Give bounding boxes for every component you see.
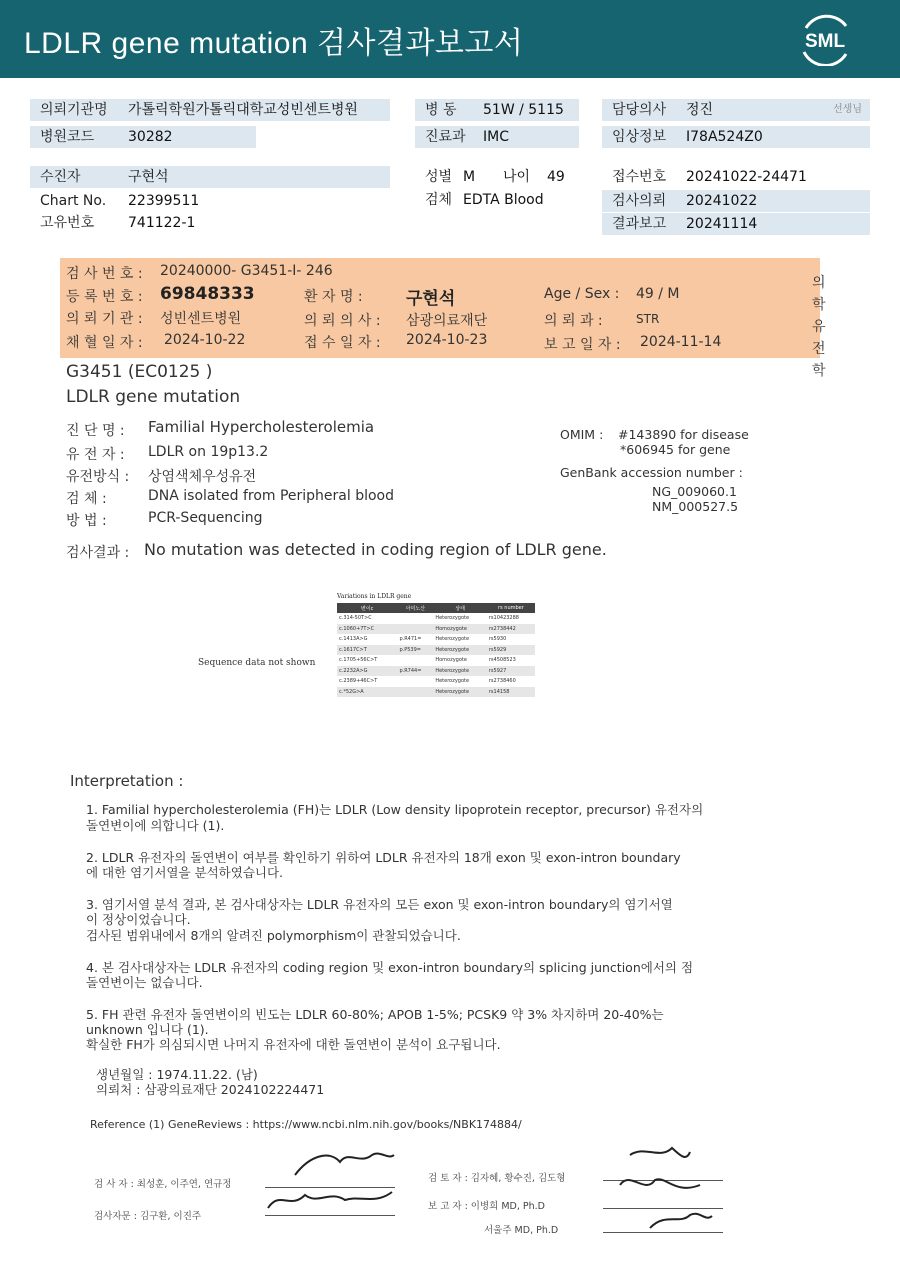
clinical-label: 임상정보: [612, 129, 667, 145]
reviewer-names: 검 토 자 : 김자혜, 황수진, 김도형: [428, 1173, 566, 1184]
institution-label: 의뢰기관명: [40, 102, 108, 118]
interp-line: 1. Familial hypercholesterolemia (FH)는 LDLR (Low density lipoprotein receptor, precursor) 유전자의: [86, 802, 704, 817]
doctor-row: [602, 99, 870, 121]
diag-label: 진 단 명 :: [66, 423, 125, 439]
band-age-sex-label: Age / Sex :: [544, 286, 620, 302]
gene-label: 유 전 자 :: [66, 447, 125, 463]
interp-line: 확실한 FH가 의심되시면 나머지 유전자에 대한 돌연변이 분석이 요구됩니다.: [86, 1037, 501, 1052]
table-row: c.1413A>G p.R471= Heterozygote rs5930: [339, 636, 507, 643]
age-label: 나이: [503, 169, 531, 185]
uid-label: 고유번호: [40, 215, 95, 231]
signature-line: [603, 1208, 723, 1209]
interp-line: 2. LDLR 유전자의 돌연변이 여부를 확인하기 위하여 LDLR 유전자의 18개 exon 및 exon-intron boundary: [86, 850, 681, 865]
inherit-label: 유전방식 :: [66, 469, 130, 485]
interp-line: 3. 염기서열 분석 결과, 본 검사대상자는 LDLR 유전자의 모든 exon 및 exon-intron boundary의 염기서열: [86, 897, 673, 912]
band-test-no: 20240000- G3451-I- 246: [160, 263, 333, 279]
request-value: 20241022: [686, 193, 758, 209]
report-date-label: 결과보고: [612, 216, 667, 232]
interp-line: unknown 입니다 (1).: [86, 1022, 209, 1037]
patient-row: [30, 166, 390, 188]
receipt-row: [602, 166, 870, 188]
tester-names: 검 사 자 : 최성훈, 이주연, 연규정: [94, 1179, 232, 1190]
signature-line: [265, 1187, 395, 1188]
dept-value: IMC: [483, 129, 509, 145]
request-label: 검사의뢰: [612, 193, 667, 209]
sml-logo: [796, 12, 854, 66]
gene-value: LDLR on 19p13.2: [148, 444, 269, 460]
header-bar: [0, 0, 900, 78]
reference: Reference (1) GeneReviews : https://www.ncbi.nlm.nih.gov/books/NBK174884/: [90, 1118, 522, 1131]
chart-row: [30, 190, 390, 212]
institution-value: 가톨릭학원가톨릭대학교성빈센트병원: [128, 102, 358, 118]
band-report-label: 보 고 일 자 :: [544, 337, 621, 353]
band-age-sex: 49 / M: [636, 286, 680, 302]
col-amino-acid: 아미노산: [397, 603, 433, 613]
scanned-report: [0, 250, 900, 1271]
interp-line: 에 대한 염기서열을 분석하였습니다.: [86, 865, 284, 880]
interp-line: 4. 본 검사대상자는 LDLR 유전자의 coding region 및 exon-intron boundary의 splicing junction에서의 점: [86, 960, 694, 975]
reporter-name: 보 고 자 : 이병희 MD, Ph.D: [428, 1201, 545, 1212]
birth-date: 생년월일 : 1974.11.22. (남): [96, 1067, 258, 1082]
band-collect-label: 채 혈 일 자 :: [66, 335, 143, 351]
method-value: PCR-Sequencing: [148, 510, 263, 526]
interp-line: 이 정상이었습니다.: [86, 912, 191, 927]
table-row: c.*52G>A Heterozygote rs14158: [337, 687, 535, 698]
band-patient: 구현석: [406, 289, 456, 309]
advisor-names: 검사자문 : 김구환, 이진주: [94, 1211, 202, 1222]
signature-line: [603, 1232, 723, 1233]
doctor-suffix: 선생님: [833, 104, 862, 115]
col-rs-number: rs number: [487, 603, 535, 613]
patient-value: 구현석: [128, 169, 169, 185]
table-row: c.2389+46C>T Heterozygote rs2738460: [339, 678, 516, 685]
band-dept-label: 의 뢰 과 :: [544, 313, 603, 329]
chart-label: Chart No.: [40, 193, 107, 209]
chart-value: 22399511: [128, 193, 200, 209]
hospital-code-row: [30, 126, 256, 148]
interp-line: 돌연변이에 의합니다 (1).: [86, 818, 225, 833]
result-label: 검사결과 :: [66, 545, 130, 561]
band-receive: 2024-10-23: [406, 332, 488, 348]
band-test-no-label: 검 사 번 호 :: [66, 266, 143, 282]
sequence-note: Sequence data not shown: [198, 658, 316, 668]
band-inst-label: 의 뢰 기 관 :: [66, 311, 143, 327]
table-row: c.2232A>G p.R744= Heterozygote rs5927: [337, 666, 535, 677]
omim-gene: *606945 for gene: [620, 442, 731, 457]
doctor-value: 정진: [686, 102, 714, 118]
band-report: 2024-11-14: [640, 334, 722, 350]
sml-logo-text: SML: [804, 31, 846, 52]
patient-label: 수진자: [40, 169, 81, 185]
clinical-value: I78A524Z0: [686, 129, 763, 145]
table-row: c.1060+7T>C Homozygote rs2738442: [337, 624, 535, 635]
omim-label: OMIM :: [560, 427, 604, 442]
institution-row: [30, 99, 390, 121]
referrer: 의뢰처 : 삼광의료재단 2024102224471: [96, 1082, 325, 1097]
spec-value: DNA isolated from Peripheral blood: [148, 488, 395, 504]
variations-table: [337, 593, 537, 697]
sex-value: M: [463, 169, 476, 185]
band-patient-label: 환 자 명 :: [304, 289, 363, 305]
signature-line: [603, 1180, 723, 1181]
sex-age-row: [415, 166, 579, 188]
band-physician: 삼광의료재단: [406, 313, 488, 329]
interpretation-title: Interpretation :: [70, 772, 184, 790]
hospital-code-value: 30282: [128, 129, 173, 145]
request-row: [602, 190, 870, 212]
test-name: LDLR gene mutation: [66, 387, 241, 407]
genbank-ng: NG_009060.1: [652, 484, 737, 499]
uid-value: 741122-1: [128, 215, 196, 231]
band-vertical-label: 의학유전학: [812, 275, 826, 379]
inherit-value: 상염색체우성유전: [148, 469, 257, 485]
age-value: 49: [547, 169, 565, 185]
test-code: G3451 (EC0125 ): [66, 362, 213, 382]
band-inst: 성빈센트병원: [160, 311, 242, 327]
col-variant: 변이c: [337, 603, 397, 613]
col-status: 상태: [433, 603, 487, 613]
interp-line: 검사된 범위내에서 8개의 알려진 polymorphism이 관찰되었습니다.: [86, 928, 461, 943]
uid-row: [30, 212, 390, 234]
clinical-row: [602, 126, 870, 148]
table-row: c.1617C>T p.P539= Heterozygote rs5929: [337, 645, 535, 656]
dept-row: [415, 126, 579, 148]
table-row: c.1705+56C>T Homozygote rs4508523: [339, 657, 516, 664]
method-label: 방 법 :: [66, 513, 107, 529]
receipt-label: 접수번호: [612, 169, 667, 185]
spec-label: 검 체 :: [66, 491, 107, 507]
report-date-row: [602, 213, 870, 235]
ward-row: [415, 99, 579, 121]
result-value: No mutation was detected in coding region of LDLR gene.: [144, 540, 607, 559]
variations-header-row: [337, 603, 535, 613]
genbank-label: GenBank accession number :: [560, 465, 743, 480]
band-reg-no-label: 등 록 번 호 :: [66, 289, 143, 305]
band-dept: STR: [636, 312, 660, 326]
receipt-value: 20241022-24471: [686, 169, 807, 185]
reporter2-name: 서울주 MD, Ph.D: [484, 1225, 559, 1236]
ward-value: 51W / 5115: [483, 102, 564, 118]
dept-label: 진료과: [425, 129, 466, 145]
sex-label: 성별: [425, 169, 453, 185]
specimen-value: EDTA Blood: [463, 192, 544, 208]
specimen-label: 검체: [425, 192, 453, 208]
specimen-row: [415, 189, 595, 211]
band-reg-no: 69848333: [160, 284, 255, 304]
variations-caption: Variations in LDLR gene: [337, 593, 412, 600]
report-title: LDLR gene mutation 검사결과보고서: [24, 27, 524, 60]
interp-line: 돌연변이는 없습니다.: [86, 975, 203, 990]
hospital-code-label: 병원코드: [40, 129, 95, 145]
band-collect: 2024-10-22: [164, 332, 246, 348]
band-receive-label: 접 수 일 자 :: [304, 335, 381, 351]
doctor-label: 담당의사: [612, 102, 667, 118]
ward-label: 병 동: [425, 102, 457, 118]
diag-value: Familial Hypercholesterolemia: [148, 418, 375, 436]
report-date-value: 20241114: [686, 216, 758, 232]
signature-line: [265, 1215, 395, 1216]
interp-line: 5. FH 관련 유전자 돌연변이의 빈도는 LDLR 60-80%; APOB 1-5%; PCSK9 약 3% 차지하며 20-40%는: [86, 1007, 664, 1022]
table-row: c.314-50T>C Heterozygote rs10423288: [339, 615, 519, 622]
band-physician-label: 의 뢰 의 사 :: [304, 313, 381, 329]
genbank-nm: NM_000527.5: [652, 499, 739, 514]
omim-disease: #143890 for disease: [618, 427, 749, 442]
